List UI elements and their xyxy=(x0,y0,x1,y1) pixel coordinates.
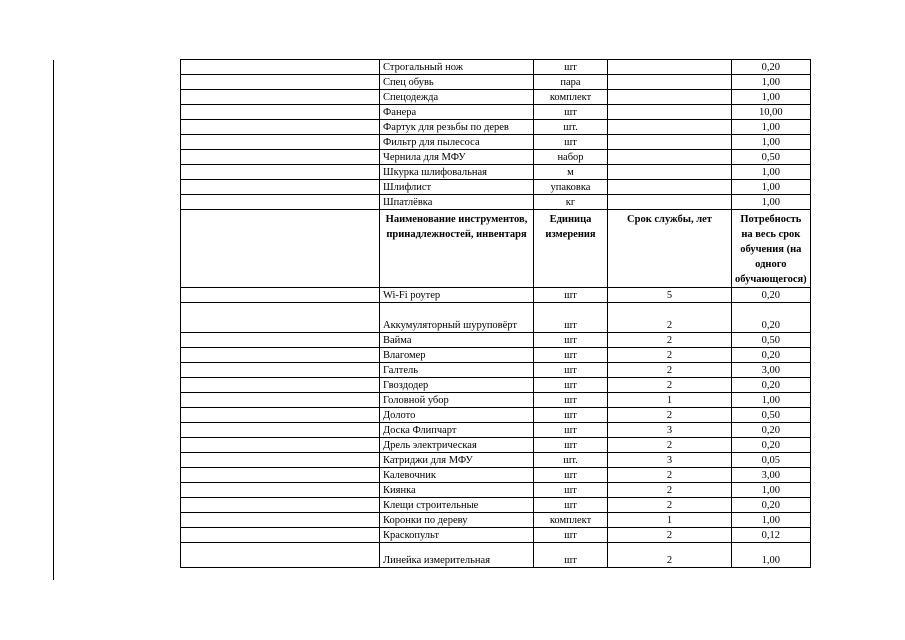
service-term-cell xyxy=(608,75,732,90)
table-row xyxy=(181,453,811,468)
unit-cell: м xyxy=(534,165,608,180)
unit-cell: набор xyxy=(534,150,608,165)
item-name-cell: Дрель электрическая xyxy=(380,438,534,453)
unit-cell: кг xyxy=(534,195,608,210)
service-term-cell: 2 xyxy=(608,408,732,423)
unit-cell: шт xyxy=(534,543,608,568)
unit-cell: шт xyxy=(534,135,608,150)
service-term-cell: 5 xyxy=(608,288,732,303)
item-name-cell: Чернила для МФУ xyxy=(380,150,534,165)
requirement-cell: 10,00 xyxy=(732,105,811,120)
unit-cell: шт xyxy=(534,333,608,348)
page-margin-line xyxy=(53,60,54,580)
requirement-cell: 1,00 xyxy=(732,75,811,90)
inventory-table-body xyxy=(181,60,811,568)
item-name-cell: Фанера xyxy=(380,105,534,120)
table-row xyxy=(181,438,811,453)
service-term-cell: 2 xyxy=(608,468,732,483)
table-row xyxy=(181,120,811,135)
item-name-cell: Головной убор xyxy=(380,393,534,408)
service-term-cell: 3 xyxy=(608,453,732,468)
requirement-cell: 3,00 xyxy=(732,363,811,378)
requirement-cell: 1,00 xyxy=(732,180,811,195)
item-name-cell: Вайма xyxy=(380,333,534,348)
requirement-cell: 1,00 xyxy=(732,483,811,498)
blank-cell xyxy=(181,333,380,348)
item-name-cell: Шкурка шлифовальная xyxy=(380,165,534,180)
blank-cell xyxy=(181,438,380,453)
unit-cell: шт xyxy=(534,348,608,363)
item-name-cell: Краскопульт xyxy=(380,528,534,543)
unit-cell: шт xyxy=(534,105,608,120)
unit-cell: шт xyxy=(534,378,608,393)
unit-cell: шт xyxy=(534,438,608,453)
service-term-cell: 2 xyxy=(608,483,732,498)
item-name-cell: Аккумуляторный шуруповёрт xyxy=(380,303,534,333)
table-row xyxy=(181,468,811,483)
blank-cell xyxy=(181,195,380,210)
item-name-cell: Клещи строительные xyxy=(380,498,534,513)
table-row xyxy=(181,135,811,150)
unit-cell: шт xyxy=(534,288,608,303)
service-term-cell xyxy=(608,135,732,150)
table-row xyxy=(181,393,811,408)
blank-cell xyxy=(181,165,380,180)
service-term-cell: 2 xyxy=(608,438,732,453)
service-term-cell xyxy=(608,60,732,75)
blank-cell xyxy=(181,393,380,408)
blank-cell xyxy=(181,150,380,165)
unit-cell: упаковка xyxy=(534,180,608,195)
table-row xyxy=(181,423,811,438)
item-name-cell: Доска Флипчарт xyxy=(380,423,534,438)
item-name-cell: Шлифлист xyxy=(380,180,534,195)
item-name-cell: Спецодежда xyxy=(380,90,534,105)
service-term-cell: 1 xyxy=(608,513,732,528)
unit-cell: шт xyxy=(534,60,608,75)
item-name-cell: Коронки по дереву xyxy=(380,513,534,528)
requirement-cell: 0,20 xyxy=(732,378,811,393)
service-term-cell: 2 xyxy=(608,498,732,513)
blank-cell xyxy=(181,303,380,333)
blank-cell xyxy=(181,288,380,303)
blank-cell xyxy=(181,408,380,423)
service-term-cell xyxy=(608,195,732,210)
blank-cell xyxy=(181,378,380,393)
service-term-cell xyxy=(608,105,732,120)
service-term-cell xyxy=(608,90,732,105)
requirement-cell: 0,20 xyxy=(732,348,811,363)
service-term-cell xyxy=(608,150,732,165)
requirement-cell: 1,00 xyxy=(732,513,811,528)
blank-cell xyxy=(181,543,380,568)
requirement-cell: 0,50 xyxy=(732,333,811,348)
blank-cell xyxy=(181,135,380,150)
unit-cell: комплект xyxy=(534,513,608,528)
table-row xyxy=(181,408,811,423)
table-row xyxy=(181,348,811,363)
table-row xyxy=(181,288,811,303)
service-term-cell: 2 xyxy=(608,303,732,333)
requirement-cell: 0,20 xyxy=(732,498,811,513)
requirement-cell: 3,00 xyxy=(732,468,811,483)
requirement-cell: 0,50 xyxy=(732,150,811,165)
blank-cell xyxy=(181,210,380,288)
blank-cell xyxy=(181,60,380,75)
unit-cell: шт xyxy=(534,303,608,333)
requirement-cell: 0,12 xyxy=(732,528,811,543)
unit-cell: шт xyxy=(534,393,608,408)
item-name-cell: Влагомер xyxy=(380,348,534,363)
item-name-cell: Спец обувь xyxy=(380,75,534,90)
header-unit: Единица измерения xyxy=(534,210,608,288)
blank-cell xyxy=(181,453,380,468)
blank-cell xyxy=(181,513,380,528)
blank-cell xyxy=(181,348,380,363)
item-name-cell: Фильтр для пылесоса xyxy=(380,135,534,150)
table-row xyxy=(181,150,811,165)
requirement-cell: 0,20 xyxy=(732,303,811,333)
requirement-cell: 1,00 xyxy=(732,543,811,568)
item-name-cell: Wi-Fi роутер xyxy=(380,288,534,303)
table-row xyxy=(181,333,811,348)
item-name-cell: Линейка измерительная xyxy=(380,543,534,568)
header-service-term: Срок службы, лет xyxy=(608,210,732,288)
unit-cell: шт xyxy=(534,483,608,498)
requirement-cell: 0,20 xyxy=(732,438,811,453)
blank-cell xyxy=(181,75,380,90)
header-name: Наименование инструментов, принадлежностей, инвентаря xyxy=(380,210,534,288)
service-term-cell: 2 xyxy=(608,333,732,348)
item-name-cell: Долото xyxy=(380,408,534,423)
table-row xyxy=(181,498,811,513)
table-row xyxy=(181,303,811,333)
blank-cell xyxy=(181,498,380,513)
table-row xyxy=(181,363,811,378)
table-row xyxy=(181,543,811,568)
requirement-cell: 1,00 xyxy=(732,393,811,408)
item-name-cell: Калевочник xyxy=(380,468,534,483)
service-term-cell: 2 xyxy=(608,543,732,568)
unit-cell: шт xyxy=(534,408,608,423)
blank-cell xyxy=(181,483,380,498)
inventory-table xyxy=(180,59,811,568)
blank-cell xyxy=(181,180,380,195)
item-name-cell: Киянка xyxy=(380,483,534,498)
unit-cell: шт. xyxy=(534,120,608,135)
service-term-cell xyxy=(608,120,732,135)
blank-cell xyxy=(181,468,380,483)
unit-cell: шт xyxy=(534,528,608,543)
service-term-cell xyxy=(608,180,732,195)
blank-cell xyxy=(181,105,380,120)
item-name-cell: Фартук для резьбы по дерев xyxy=(380,120,534,135)
table-row xyxy=(181,60,811,75)
service-term-cell: 2 xyxy=(608,363,732,378)
item-name-cell: Шпатлёвка xyxy=(380,195,534,210)
unit-cell: комплект xyxy=(534,90,608,105)
item-name-cell: Катриджи для МФУ xyxy=(380,453,534,468)
unit-cell: шт xyxy=(534,423,608,438)
unit-cell: шт xyxy=(534,468,608,483)
service-term-cell: 2 xyxy=(608,378,732,393)
item-name-cell: Гвоздодер xyxy=(380,378,534,393)
table-row xyxy=(181,195,811,210)
requirement-cell: 1,00 xyxy=(732,165,811,180)
service-term-cell: 3 xyxy=(608,423,732,438)
table-row xyxy=(181,483,811,498)
service-term-cell: 2 xyxy=(608,348,732,363)
requirement-cell: 1,00 xyxy=(732,135,811,150)
table-row xyxy=(181,180,811,195)
blank-cell xyxy=(181,90,380,105)
requirement-cell: 0,20 xyxy=(732,423,811,438)
unit-cell: шт. xyxy=(534,453,608,468)
blank-cell xyxy=(181,363,380,378)
unit-cell: шт xyxy=(534,363,608,378)
blank-cell xyxy=(181,528,380,543)
requirement-cell: 1,00 xyxy=(732,120,811,135)
requirement-cell: 1,00 xyxy=(732,90,811,105)
requirement-cell: 0,20 xyxy=(732,60,811,75)
blank-cell xyxy=(181,120,380,135)
table-header-row xyxy=(181,210,811,288)
table-row xyxy=(181,90,811,105)
requirement-cell: 0,20 xyxy=(732,288,811,303)
table-row xyxy=(181,378,811,393)
item-name-cell: Галтель xyxy=(380,363,534,378)
requirement-cell: 0,05 xyxy=(732,453,811,468)
blank-cell xyxy=(181,423,380,438)
requirement-cell: 1,00 xyxy=(732,195,811,210)
service-term-cell: 2 xyxy=(608,528,732,543)
table-row xyxy=(181,75,811,90)
service-term-cell xyxy=(608,165,732,180)
table-row xyxy=(181,165,811,180)
unit-cell: шт xyxy=(534,498,608,513)
table-row xyxy=(181,105,811,120)
item-name-cell: Строгальный нож xyxy=(380,60,534,75)
unit-cell: пара xyxy=(534,75,608,90)
requirement-cell: 0,50 xyxy=(732,408,811,423)
table-row xyxy=(181,513,811,528)
header-requirement: Потребность на весь срок обучения (на одного обучающегося) xyxy=(732,210,811,288)
table-row xyxy=(181,528,811,543)
service-term-cell: 1 xyxy=(608,393,732,408)
